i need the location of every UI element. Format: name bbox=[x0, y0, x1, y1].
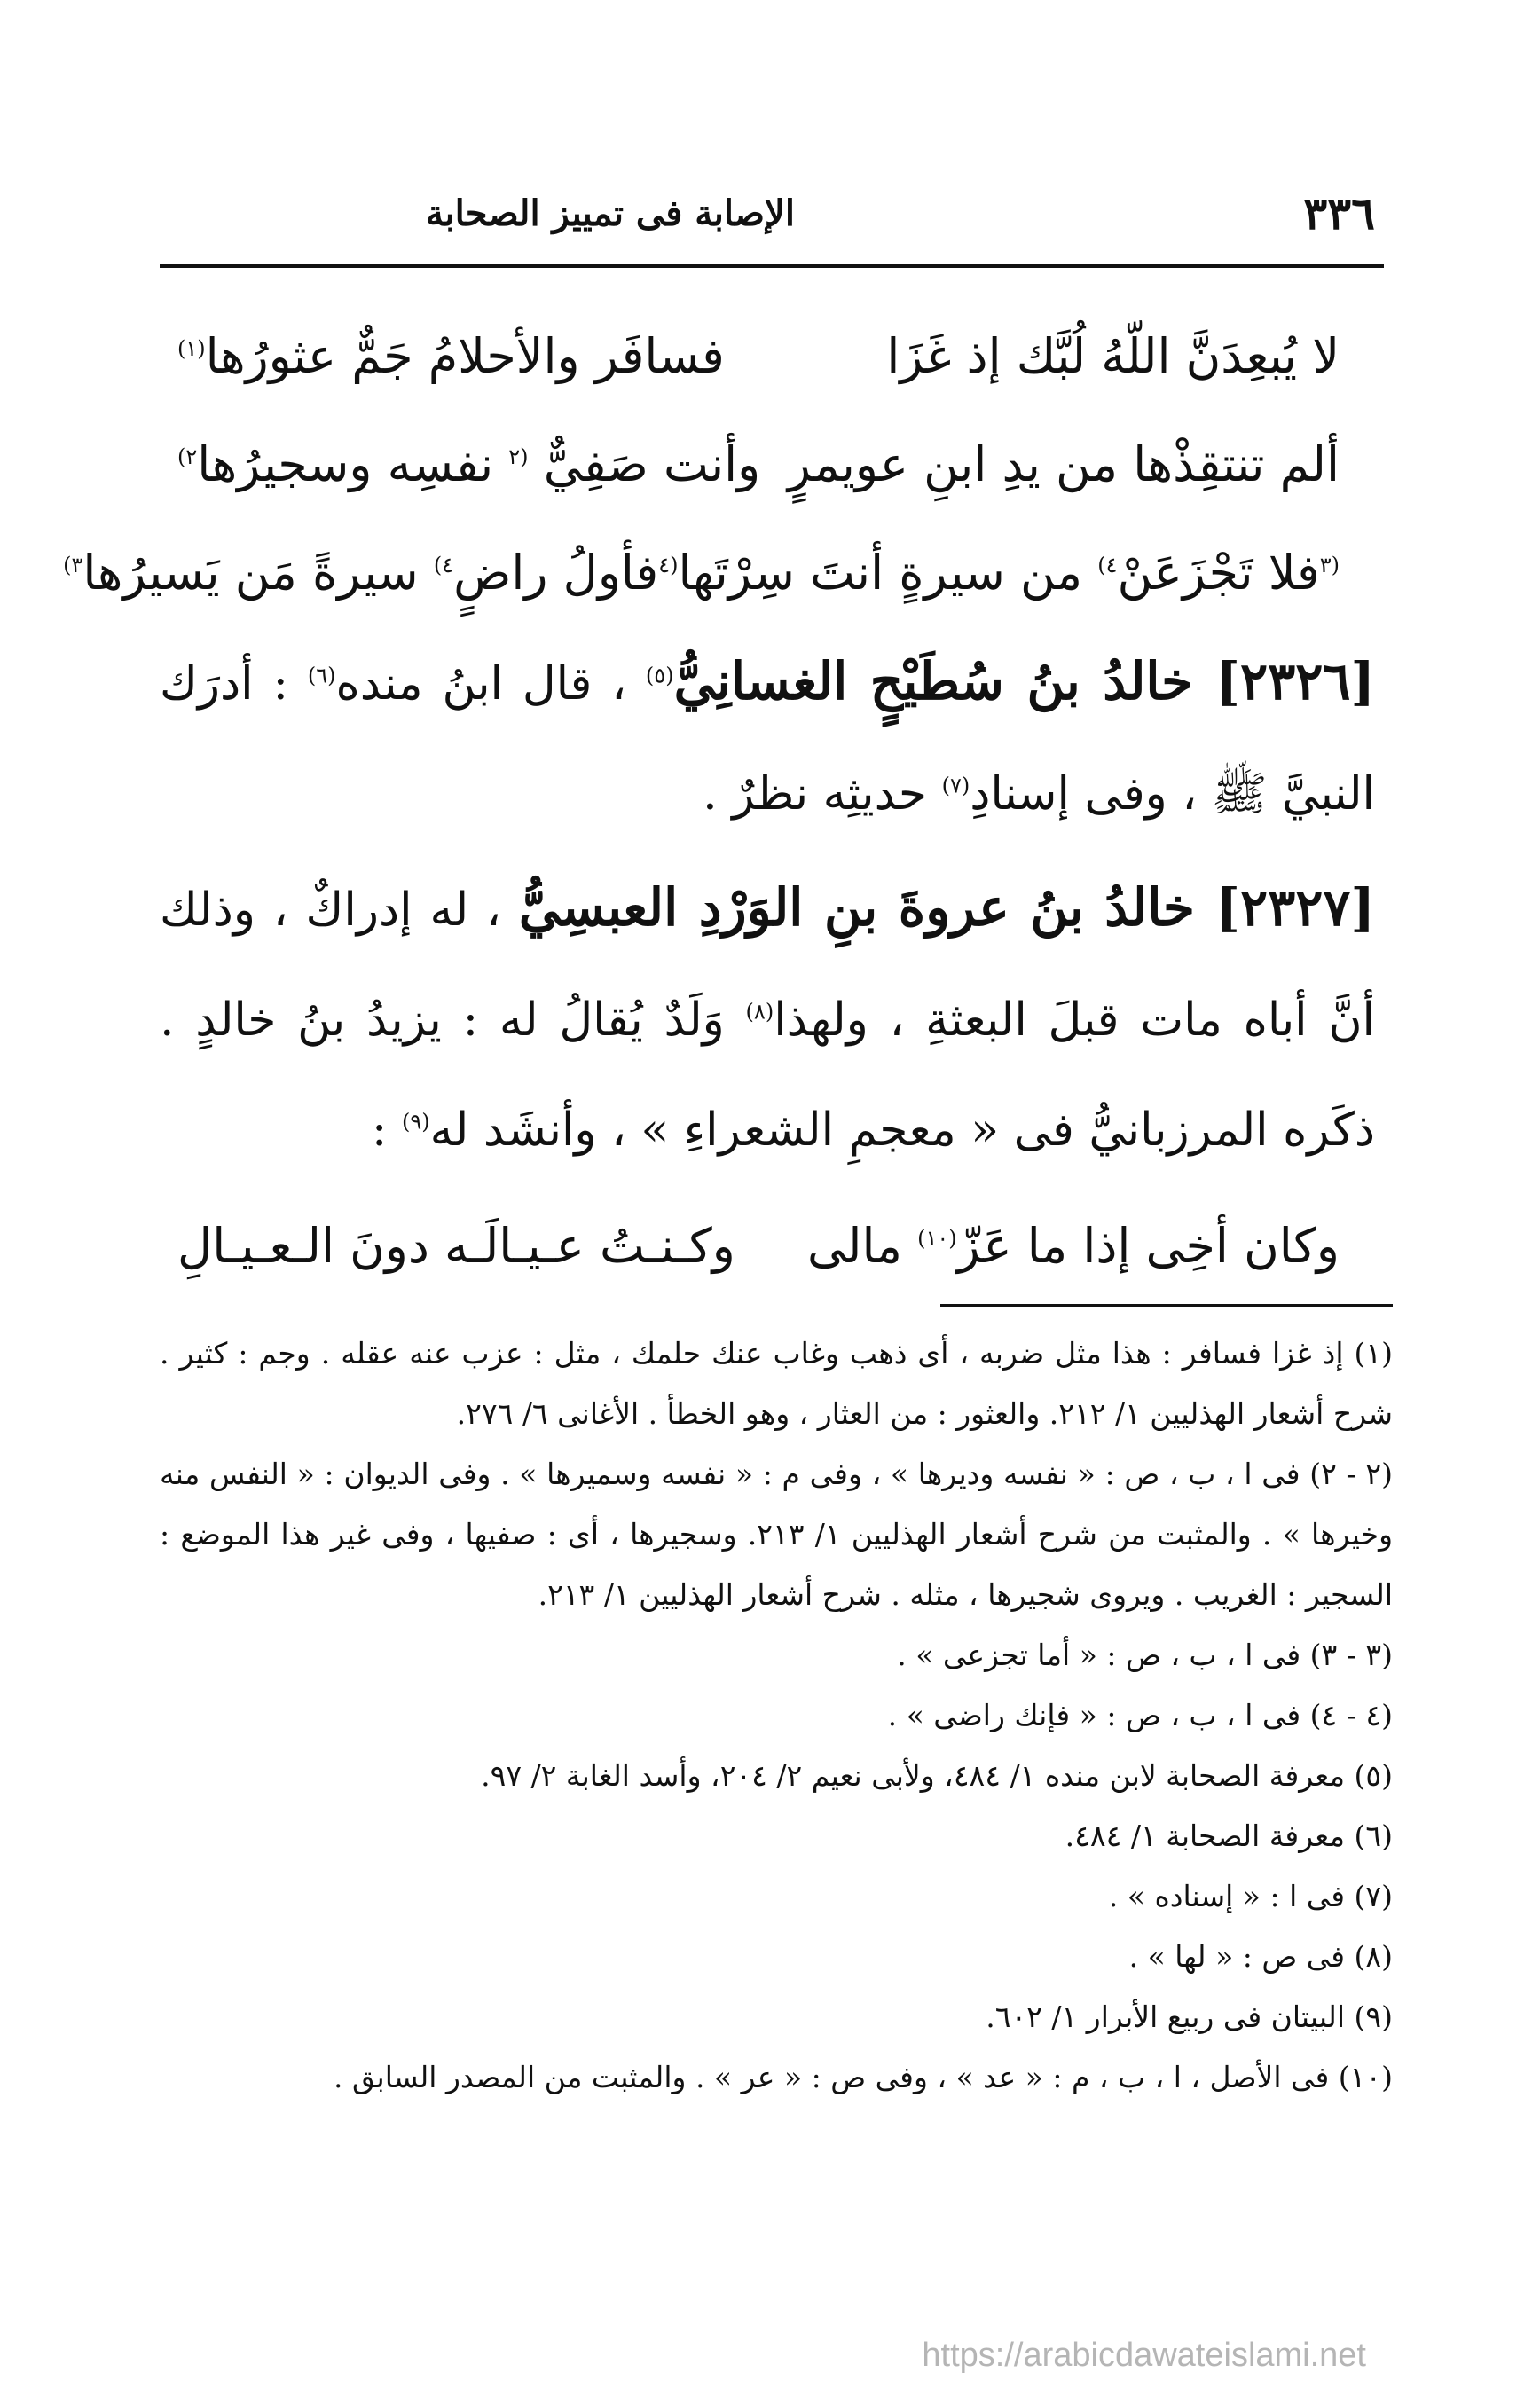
footnote-marker: (١٠) bbox=[917, 1225, 957, 1251]
entry-heading: [٢٣٢٧] خالدُ بنُ عروةَ بنِ الوَرْدِ العبسِيُّ bbox=[518, 877, 1375, 938]
footnote-9: (٩) البيتان فى ربيع الأبرار ١/ ٦٠٢. bbox=[986, 1999, 1393, 2034]
footnote-marker: (٩) bbox=[401, 1109, 430, 1135]
verse-text: وأنت صَفِيٌّ bbox=[543, 436, 761, 492]
entry-text: وَلَدٌ يُقالُ له : يزيدُ بنُ خالدٍ . ذكَره المرزبانيُّ فى « معجمِ الشعراءِ » ، وأنشَد له bbox=[160, 994, 1375, 1157]
verse-1-second-hemistich bbox=[177, 328, 725, 384]
entry-text: حديثِه نظرٌ . bbox=[703, 767, 928, 821]
footnote-5: (٥) معرفة الصحابة لابن منده ١/ ٤٨٤، ولأبى نعيم ٢/ ٢٠٤، وأسد الغابة ٢/ ٩٧. bbox=[481, 1758, 1393, 1793]
footnote-marker: (٥) bbox=[645, 663, 674, 688]
footnote-marker: (٦) bbox=[307, 663, 336, 688]
page-header bbox=[160, 177, 1375, 248]
main-text bbox=[63, 302, 1375, 1299]
verse-3-second-hemistich bbox=[63, 545, 678, 601]
footnote-separator bbox=[940, 1304, 1393, 1307]
footnote-marker: (٨) bbox=[745, 999, 774, 1025]
footnote-10: (١٠) فى الأصل ، ا ، ب ، م : « عد » ، وفى ص : « عر » . والمثبت من المصدر السابق . bbox=[334, 2060, 1393, 2094]
verse-2 bbox=[160, 410, 1375, 518]
footnotes bbox=[160, 1324, 1393, 2108]
verse-text: نفسِه وسجيرُها bbox=[197, 436, 494, 492]
verse-4-second-hemistich bbox=[177, 1218, 735, 1274]
verse-1 bbox=[160, 302, 1375, 410]
footnote-8: (٨) فى ص : « لها » . bbox=[1128, 1939, 1393, 1974]
verse-text: فأولُ راضٍ bbox=[453, 544, 659, 601]
footnote-2: (٢ - ٢) فى ا ، ب ، ص : « نفسه وديرها » ، وفى م : « نفسه وسميرها » . وفى الديوان : « النفس منه وخيرها » . والمثبت من شرح أشعار الهذليين ١/ ٢١٣. وسجيرها ، أى : صفيها ، وفى غير هذا الموضع : السجير : الغريب . ويروى شجيرها ، مثله . شرح أشعار الهذليين ١/ ٢١٣. bbox=[160, 1457, 1394, 1612]
entry-2327 bbox=[160, 852, 1375, 1185]
verse-text: لا يُبعِدَنَّ اللّهُ لُبَّك إذ غَزَا bbox=[886, 327, 1340, 384]
footnote-6: (٦) معرفة الصحابة ١/ ٤٨٤. bbox=[1065, 1819, 1393, 1853]
verse-3-first-hemistich bbox=[678, 545, 1340, 601]
verse-text: فسافَر والأحلامُ جَمٌّ عثورُها bbox=[205, 327, 725, 384]
footnote-marker: ٤) bbox=[433, 552, 454, 577]
page-number: ٣٣٦ bbox=[1303, 186, 1375, 240]
verse-2-first-hemistich bbox=[788, 436, 1340, 492]
verse-text: من سيرةٍ أنتَ سِرْتَها bbox=[678, 544, 1083, 601]
footnote-4: (٤ - ٤) فى ا ، ب ، ص : « فإنك راضى » . bbox=[887, 1698, 1393, 1732]
footnote-marker: (٣ bbox=[1319, 552, 1340, 577]
header-rule bbox=[160, 264, 1384, 268]
entry-heading: [٢٣٢٦] خالدُ بنُ سُطَيْحٍ الغسانِيُّ bbox=[673, 651, 1375, 711]
footnote-7: (٧) فى ا : « إسناده » . bbox=[1108, 1879, 1393, 1913]
entry-text: : bbox=[371, 1104, 388, 1157]
entry-text: : أدرَك النبيَّ ﷺ ، وفى إسنادِ bbox=[160, 657, 1375, 821]
verse-4-first-hemistich bbox=[807, 1218, 1340, 1274]
entry-text: ، قال ابنُ منده bbox=[335, 657, 627, 711]
footnote-marker: (١) bbox=[177, 335, 206, 361]
verse-1-first-hemistich bbox=[886, 328, 1340, 384]
watermark-url: https://arabicdawateislami.net bbox=[922, 2337, 1366, 2374]
entry-2326 bbox=[160, 626, 1375, 849]
verse-text: وكان أخِى إذا ما عَزّ bbox=[956, 1217, 1340, 1274]
entry-text: ، له إدراكٌ ، وذلك أنَّ أباه مات قبلَ البعثةِ ، ولهذا bbox=[160, 884, 1375, 1047]
running-title: الإصابة فى تمييز الصحابة bbox=[426, 192, 795, 234]
footnote-1: (١) إذ غزا فسافر : هذا مثل ضربه ، أى ذهب وغاب عنك حلمك ، مثل : عزب عنه عقله . وجم : كثير . شرح أشعار الهذليين ١/ ٢١٢. والعثور : من العثار ، وهو الخطأ . الأغانى ٦/ ٢٧٦. bbox=[160, 1336, 1393, 1431]
verse-3 bbox=[63, 518, 1375, 626]
verse-2-second-hemistich bbox=[177, 436, 760, 492]
footnote-marker: ٣) bbox=[63, 552, 83, 577]
verse-text: وكـنـتُ عـيـالَـه دونَ الـعـيـالِ bbox=[177, 1217, 735, 1274]
footnote-3: (٣ - ٣) فى ا ، ب ، ص : « أما تجزعى » . bbox=[897, 1638, 1393, 1672]
verse-text: ألم تنتقِذْها من يدِ ابنِ عويمرٍ bbox=[787, 436, 1340, 492]
verse-text: سيرةً مَن يَسيرُها bbox=[82, 544, 419, 601]
verse-text: فلا تَجْزَعَنْ bbox=[1117, 544, 1320, 601]
footnote-marker: (٢ bbox=[508, 444, 529, 469]
verse-text: مالى bbox=[807, 1217, 902, 1274]
footnote-marker: ٢) bbox=[177, 444, 198, 469]
footnote-marker: (٧) bbox=[941, 773, 970, 798]
footnote-marker: (٤ bbox=[658, 552, 679, 577]
footnote-marker: ٤) bbox=[1097, 552, 1118, 577]
verse-4 bbox=[160, 1192, 1375, 1299]
